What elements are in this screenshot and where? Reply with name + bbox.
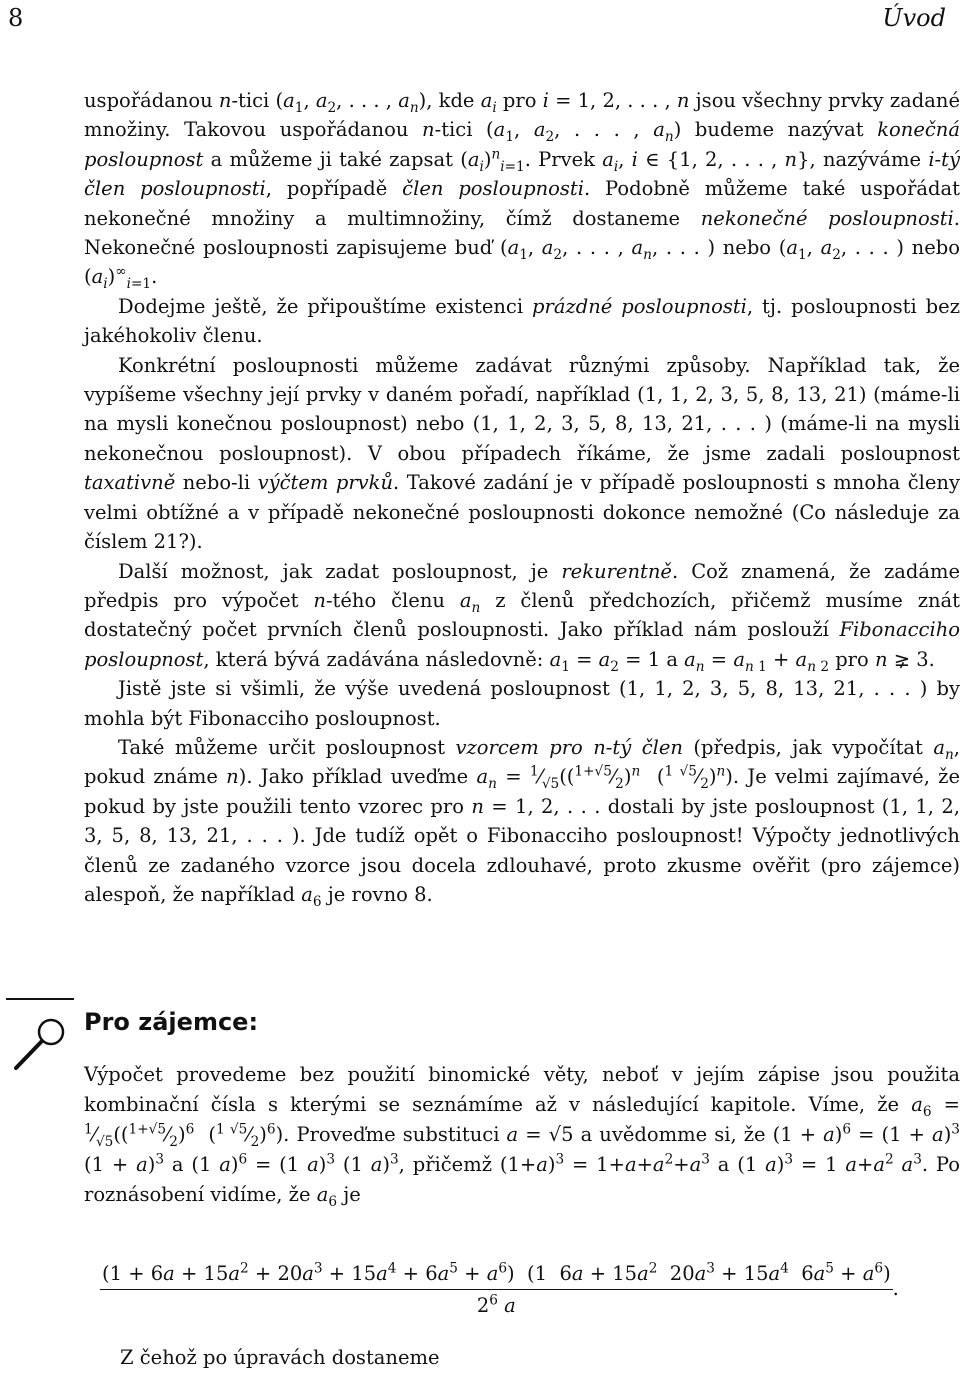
box-text [84,1060,960,1210]
main-text [84,86,960,909]
paragraph-5: Jistě jste si všimli, že výše uvedená posloupnost (1, 1, 2, 3, 5, 8, 13, 21, . . . ) by mohla být Fibonacciho posloupnost. [84,677,960,730]
paragraph-2: Dodejme ještě, že připouštíme existenci prázdné posloupnosti, tj. posloupnosti bez jakéhokoliv členu. [84,294,960,348]
closing-line: Z čehož po úpravách dostaneme [120,1346,440,1369]
box-title: Pro zájemce: [84,1008,259,1036]
box-paragraph: Výpočet provedeme bez použití binomické věty, neboť v jejím zápise jsou použita kombinační čísla s kterými se seznámíme až v následující kapitole. Víme, že $a_6$ = $^1⁄_{√5}((^{1+√5}⁄_2)^6$ $(^{1 √5}⁄_2)^6$). Proveďme substituci a = √5 a uvědomme si, že $(1 + a)^6 = (1 + a)^3$ $(1 + a)^3$ a (1 a)$^6$ = (1 a)$^3$ (1 a)$^3$, přičemž $(1+a)^3 = 1+a+a^2+a^3$ a (1 a)$^3$ = 1 $a+a^2$ $a^3$. Po roznásobení vidíme, že $a_6$ je [84,1063,960,1210]
page-header [0,4,960,32]
fraction [100,1262,893,1317]
paragraph-3: Konkrétní posloupnosti můžeme zadávat různými způsoby. Například tak, že vypíšeme všechny její prvky v daném pořadí, například (1, 1, 2, 3, 5, 8, 13, 21) (máme-li na mysli konečnou posloupnost) nebo (1, 1, 2, 3, 5, 8, 13, 21, . . . ) (máme-li na mysli nekonečnou posloupnost). V obou případech říkáme, že jsme zadali posloupnost taxativně nebo-li výčtem prvků. Takové zadání je v případě posloupnosti s mnoha členy velmi obtížné a v případě nekonečné posloupnosti dokonce nemožné (Co následuje za číslem 21?). [84,353,960,554]
fraction-equation [100,1262,960,1317]
paragraph-1: uspořádanou n-tici ($a_1$, $a_2$, . . . , $a_n$), kde $a_i$ pro i = 1, 2, . . . , n jsou všechny prvky zadané množiny. Takovou uspořádanou n-tici ($a_1$, $a_2$, . . . , $a_n$) budeme nazývat konečná posloupnost a můžeme ji také zapsat $(a_i)^n_{i=1}$. Prvek $a_i$, i ∈ {1, 2, . . . , n}, nazýváme i-tý člen posloupnosti, popřípadě člen posloupnosti. Podobně můžeme také uspořádat nekonečné množiny a multimnožiny, čímž dostaneme nekonečné posloupnosti. Nekonečné posloupnosti zapisujeme buď ($a_1$, $a_2$, . . . , $a_n$, . . . ) nebo ($a_1$, $a_2$, . . . ) nebo $(a_i)^\infty_{i=1}$. [84,89,960,293]
chapter-title: Úvod [882,4,946,32]
magnifier-icon [6,998,74,1078]
fraction-period: . [892,1277,899,1300]
page-number: 8 [8,4,24,32]
paragraph-6: Také můžeme určit posloupnost vzorcem pro n-tý člen (předpis, jak vypočítat $a_n$, pokud známe n). Jako příklad uveďme $a_n$ = $^1⁄_{√5}((^{1+√5}⁄_2)^n$ $(^{1 √5}⁄_2)^n$). Je velmi zajímavé, že pokud by jste použili tento vzorec pro n = 1, 2, . . . dostali by jste posloupnost (1, 1, 2, 3, 5, 8, 13, 21, . . . ). Jde tudíž opět o Fibonacciho posloupnost! Výpočty jednotlivých členů ze zadaného vzorce jsou docela zdlouhavé, proto zkusme ověřit (pro zájemce) alespoň, že například $a_6$ je rovno 8. [84,735,960,910]
fraction-denominator: $2^6$ a [476,1292,516,1317]
fraction-numerator: $(1 + 6a + 15a^2 + 20a^3 + 15a^4 + 6a^5 + a^6)$ (1 $6a + 15a^2$ $20a^3 + 15a^4$ $6a^5 + a^6$) [100,1262,893,1290]
paragraph-4: Další možnost, jak zadat posloupnost, je rekurentně. Což znamená, že zadáme předpis pro výpočet n-tého členu $a_n$ z členů předchozích, přičemž musíme znát dostatečný počet prvních členů posloupnosti. Jako příklad nám poslouží Fibonacciho posloupnost, která bývá zadávána následovně: $a_1 = a_2 = 1$ a $a_n = a_{n 1} + a_{n 2}$ pro n ⪈ 3. [84,559,960,675]
